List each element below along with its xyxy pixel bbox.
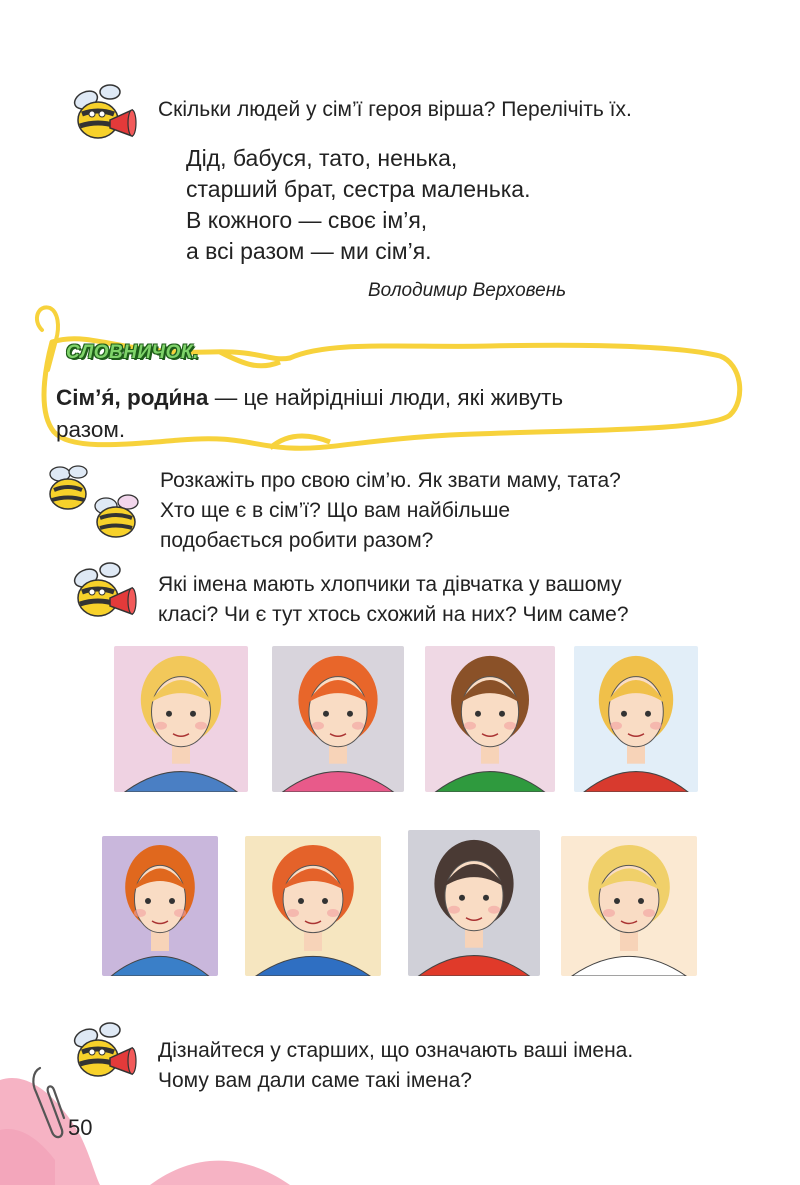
- portrait: [114, 646, 248, 792]
- task-question-4: [158, 1036, 633, 1096]
- bee-megaphone-icon: [66, 80, 142, 146]
- vocabulary-definition: [56, 382, 726, 446]
- poem-line: старший брат, сестра маленька.: [186, 176, 531, 202]
- task-line: Чому вам дали саме такі імена?: [158, 1069, 472, 1092]
- task-question-3: [158, 570, 629, 630]
- task-line: класі? Чи є тут хтось схожий на них? Чим саме?: [158, 603, 629, 626]
- portrait: [245, 836, 381, 976]
- two-bees-icon: [40, 462, 142, 542]
- task-line: Які імена мають хлопчики та дівчатка у вашому: [158, 573, 622, 596]
- poem-line: Дід, бабуся, тато, ненька,: [186, 145, 458, 171]
- vocabulary-text-end: разом.: [56, 417, 126, 442]
- task-line: Хто ще є в сім’ї? Що вам найбільше: [160, 499, 511, 522]
- task-line: Дізнайтеся у старших, що означають ваші імена.: [158, 1039, 634, 1062]
- task-line: подобається робити разом?: [160, 529, 434, 552]
- poem-line: В кожного — своє ім’я,: [186, 207, 428, 233]
- bee-megaphone-icon: [66, 558, 142, 624]
- portrait: [574, 646, 698, 792]
- portrait: [272, 646, 404, 792]
- task-line: Розкажіть про свою сім’ю. Як звати маму, тата?: [160, 469, 621, 492]
- task-question-2: [160, 466, 621, 556]
- task-question-1: Скільки людей у сім’ї героя вірша? Перелічіть їх.: [158, 98, 632, 121]
- vocabulary-text: — це найрідніші люди, які живуть: [208, 385, 564, 410]
- vocabulary-term: Сім’я́, роди́на: [56, 385, 209, 410]
- portrait: [408, 830, 540, 976]
- vocabulary-title: СЛОВНИЧОК.: [66, 342, 199, 363]
- bee-megaphone-icon: [66, 1018, 142, 1084]
- portrait: [102, 836, 218, 976]
- paperclip-icon: [28, 1062, 68, 1142]
- poem-author: Володимир Верховень: [368, 280, 567, 301]
- page-number: 50: [68, 1115, 93, 1140]
- poem-line: а всі разом — ми сім’я.: [186, 238, 432, 264]
- portrait: [425, 646, 555, 792]
- portrait: [561, 836, 697, 976]
- poem: [186, 143, 530, 267]
